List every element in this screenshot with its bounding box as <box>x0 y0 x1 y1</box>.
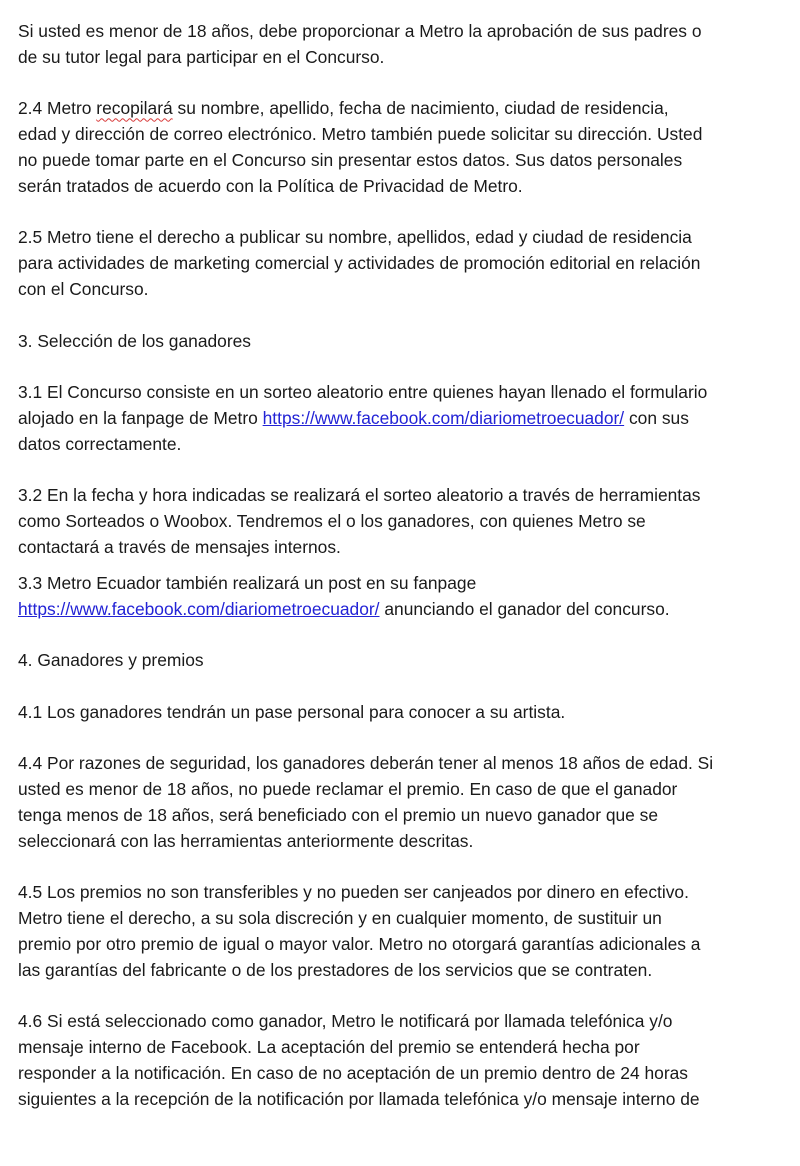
paragraph-4-6 <box>18 1009 788 1112</box>
paragraph-4-4 <box>18 751 788 854</box>
text-line: seleccionará con las herramientas anteriormente descritas. <box>18 830 474 851</box>
paragraph-4-5 <box>18 880 788 983</box>
text-line: 3.2 En la fecha y hora indicadas se realizará el sorteo aleatorio a través de herramientas <box>18 485 701 506</box>
heading-text: 4. Ganadores y premios <box>18 650 204 671</box>
text-line <box>18 597 788 623</box>
text-line: serán tratados de acuerdo con la Política de Privacidad de Metro. <box>18 175 523 196</box>
text-line: como Sorteados o Woobox. Tendremos el o los ganadores, con quienes Metro se <box>18 511 646 532</box>
text-line: con el Concurso. <box>18 278 149 299</box>
paragraph-minor-approval <box>18 19 788 71</box>
text-line: 4.5 Los premios no son transferibles y no pueden ser canjeados por dinero en efectivo. <box>18 882 689 903</box>
text-line: 4.4 Por razones de seguridad, los ganadores deberán tener al menos 18 años de edad. Si <box>18 753 714 774</box>
text-line: 4.1 Los ganadores tendrán un pase personal para conocer a su artista. <box>18 701 566 722</box>
paragraph-3-2 <box>18 483 788 560</box>
section-heading-3 <box>18 329 788 355</box>
text-line: premio por otro premio de igual o mayor valor. Metro no otorgará garantías adicionales a <box>18 933 701 954</box>
text-line: tenga menos de 18 años, será beneficiado con el premio un nuevo ganador que se <box>18 804 659 825</box>
section-heading-4 <box>18 648 788 674</box>
text-line: 4.6 Si está seleccionado como ganador, Metro le notificará por llamada telefónica y/o <box>18 1011 673 1032</box>
paragraph-4-1 <box>18 700 788 726</box>
text-line: de su tutor legal para participar en el Concurso. <box>18 46 385 67</box>
facebook-fanpage-link[interactable]: https://www.facebook.com/diariometroecuador/ <box>18 598 380 619</box>
text-line: 3.1 El Concurso consiste en un sorteo aleatorio entre quienes hayan llenado el formulario <box>18 382 708 403</box>
paragraph-3-3 <box>18 571 788 623</box>
text-fragment: su nombre, apellido, fecha de nacimiento, ciudad de residencia, <box>172 98 669 119</box>
text-line: las garantías del fabricante o de los prestadores de los servicios que se contraten. <box>18 959 653 980</box>
text-line: mensaje interno de Facebook. La aceptación del premio se entenderá hecha por <box>18 1037 640 1058</box>
text-line <box>18 406 788 432</box>
misspelled-word[interactable]: recopilará <box>96 98 173 119</box>
text-line: Metro tiene el derecho, a su sola discreción y en cualquier momento, de sustituir un <box>18 908 662 929</box>
text-fragment: alojado en la fanpage de Metro <box>18 407 263 428</box>
text-line: responder a la notificación. En caso de no aceptación de un premio dentro de 24 horas <box>18 1062 688 1083</box>
text-line: 3.3 Metro Ecuador también realizará un post en su fanpage <box>18 572 477 593</box>
document-body <box>18 19 788 1138</box>
text-line: Si usted es menor de 18 años, debe proporcionar a Metro la aprobación de sus padres o <box>18 21 702 41</box>
paragraph-2-4 <box>18 96 788 199</box>
text-fragment: anunciando el ganador del concurso. <box>379 598 670 619</box>
text-line <box>18 96 788 122</box>
text-line: datos correctamente. <box>18 433 182 454</box>
text-line: edad y dirección de correo electrónico. Metro también puede solicitar su dirección. Usted <box>18 124 703 145</box>
paragraph-2-5 <box>18 225 788 302</box>
text-line: contactará a través de mensajes internos. <box>18 536 341 557</box>
text-line: siguientes a la recepción de la notificación por llamada telefónica y/o mensaje interno de <box>18 1088 700 1109</box>
facebook-fanpage-link[interactable]: https://www.facebook.com/diariometroecuador/ <box>262 407 625 428</box>
paragraph-3-1 <box>18 380 788 457</box>
text-line: usted es menor de 18 años, no puede reclamar el premio. En caso de que el ganador <box>18 779 678 800</box>
text-line: no puede tomar parte en el Concurso sin presentar estos datos. Sus datos personales <box>18 149 683 170</box>
text-line: para actividades de marketing comercial y actividades de promoción editorial en relación <box>18 253 701 274</box>
text-line: 2.5 Metro tiene el derecho a publicar su nombre, apellidos, edad y ciudad de residencia <box>18 227 692 248</box>
heading-text: 3. Selección de los ganadores <box>18 330 251 351</box>
text-fragment: con sus <box>624 407 689 428</box>
text-fragment: 2.4 Metro <box>18 98 97 119</box>
